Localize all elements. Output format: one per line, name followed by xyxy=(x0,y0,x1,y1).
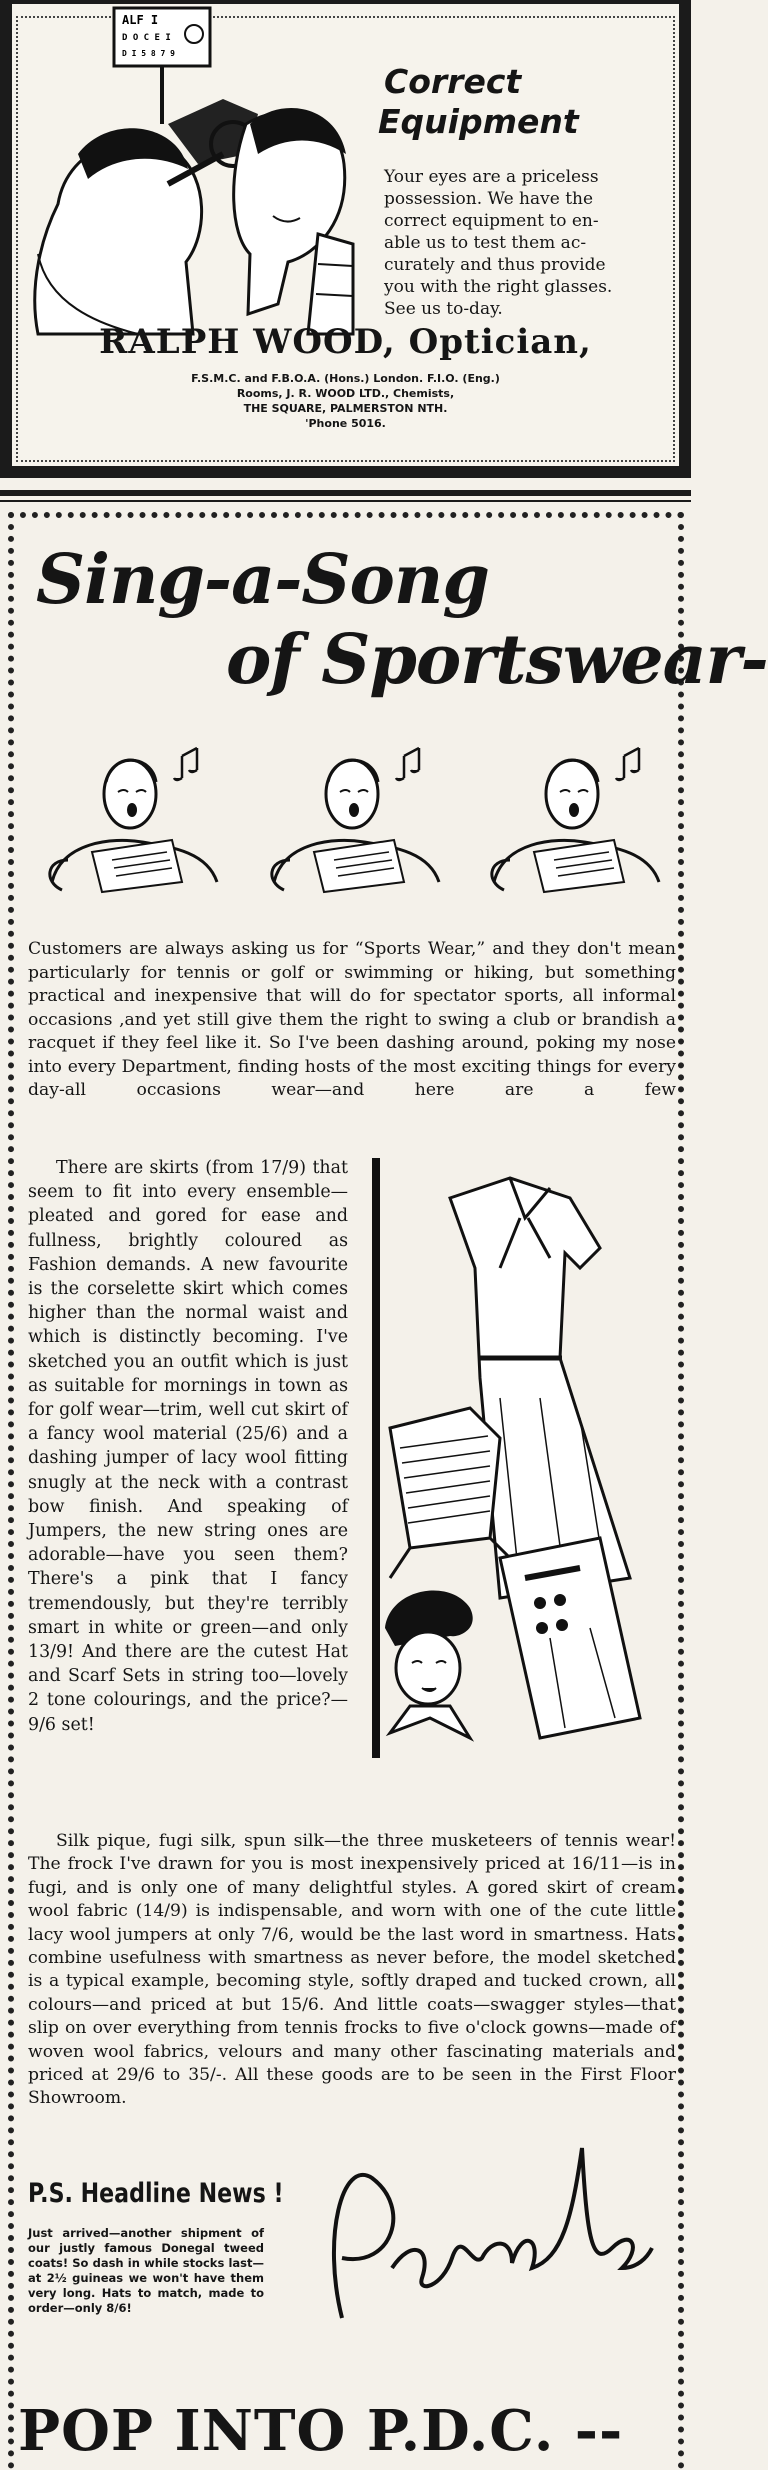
body-line: correct equipment to en- xyxy=(384,211,599,231)
ad-title-line-1: Sing-a-Song xyxy=(36,540,489,620)
skirts-column-text xyxy=(28,1156,348,1737)
optician-qualifications: F.S.M.C. and F.B.O.A. (Hons.) London. F.I.O. (Eng.) xyxy=(191,372,500,385)
optician-ad-body xyxy=(384,166,684,320)
singing-girl-illustration xyxy=(32,742,232,902)
sign-line-2: D O C E I xyxy=(122,33,171,43)
body-line: able us to test them ac- xyxy=(384,233,587,253)
skirts-paragraph: There are skirts (from 17/9) that seem to fit into every ensemble—pleated and gored for ease and fullness, brightly coloured as Fashion demands. A new favourite is the corselette skirt which comes higher than the normal waist and which is distinctly becoming. I've sketched you an outfit which is just as suitable for mornings in town as for golf wear—trim, well cut skirt of a fancy wool material (25/6) and a dashing jumper of lacy wool fitting snugly at the neck with a contrast bow finish. And speaking of Jumpers, the new string ones are adorable—have you seen them? There's a pink that I fancy tremendously, but they're terribly smart in white or green—and only 13/9! And there are the cutest Hat and Scarf Sets in string too—lovely 2 tone colourings, and the price?— 9/6 set! xyxy=(28,1158,348,1735)
body-line: possession. We have the xyxy=(384,189,594,209)
optician-rooms: Rooms, J. R. WOOD LTD., Chemists, xyxy=(236,387,455,400)
optician-ad-heading xyxy=(378,62,579,142)
tennis-wear-paragraph xyxy=(28,1830,676,2111)
intro-paragraph: Customers are always asking us for “Sports Wear,” and they don't mean particularly for tennis or golf or swimming or hiking, but something practical and inexpensive that will do for spectator sports, all informal occasions ,and yet still give them the right to swing a club or brandish a racquet if they feel like it. So I've been dashing around, poking my nose into every Department, finding hosts of the most exciting things for every day-all occasions wear—and here are a few xyxy=(28,939,676,1100)
heading-line-1: Correct xyxy=(384,62,522,101)
pamela-signature xyxy=(282,2118,662,2348)
footer-call-to-action: POP INTO P.D.C. -- xyxy=(18,2398,624,2464)
body-line: you with the right glasses. xyxy=(384,277,613,297)
ps-body: Just arrived—another shipment of our justly famous Donegal tweed coats! So dash in while stocks last—at 2½ guineas we won't have them very long. Hats to match, made to order—only 8/6! xyxy=(28,2226,264,2315)
divider-rule xyxy=(0,490,691,496)
body-line: curately and thus provide xyxy=(384,255,606,275)
singing-girl-illustration xyxy=(254,742,454,902)
optician-name: RALPH WOOD, Optician, xyxy=(99,322,592,362)
ps-heading: P.S. Headline News ! xyxy=(28,2178,284,2209)
body-line: Your eyes are a priceless xyxy=(384,167,599,187)
sign-line-3: D I 5 8 7 9 xyxy=(122,49,175,58)
body-line: See us to-day. xyxy=(384,299,503,319)
heading-line-2: Equipment xyxy=(378,102,579,141)
divider-rule xyxy=(0,500,691,502)
sign-line-1: ALF I xyxy=(122,13,159,27)
optician-address: THE SQUARE, PALMERSTON NTH. xyxy=(243,402,448,415)
tennis-wear-text: Silk pique, fugi silk, spun silk—the three musketeers of tennis wear! The frock I've drawn for you is most inexpensively priced at 16/11—is in fugi, and is only one of many delightful styles. A gored skirt of cream wool fabric (14/9) is indispensable, and worn with one of the cute little lacy wool jumpers at only 7/6, would be the last word in smartness. Hats combine usefulness with smartness as never before, the model sketched is a typical example, becoming style, softly draped and tucked crown, all colours—and priced at but 15/6. And little coats—swagger styles—that slip on over everything from tennis frocks to five o'clock gowns—made of woven wool fabrics, velours and many other fascinating materials and priced at 29/6 to 35/-. All these goods are to be seen in the First Floor Showroom. xyxy=(28,1831,676,2109)
sportswear-advertisement xyxy=(8,512,768,2470)
optician-phone: 'Phone 5016. xyxy=(305,417,386,430)
sportswear-fashion-sketch xyxy=(350,1158,680,1758)
optician-advertisement xyxy=(0,0,691,478)
singing-girl-illustration xyxy=(474,742,674,902)
ad-title-line-2: of Sportswear- xyxy=(226,620,768,700)
optician-eye-test-illustration xyxy=(18,4,358,334)
